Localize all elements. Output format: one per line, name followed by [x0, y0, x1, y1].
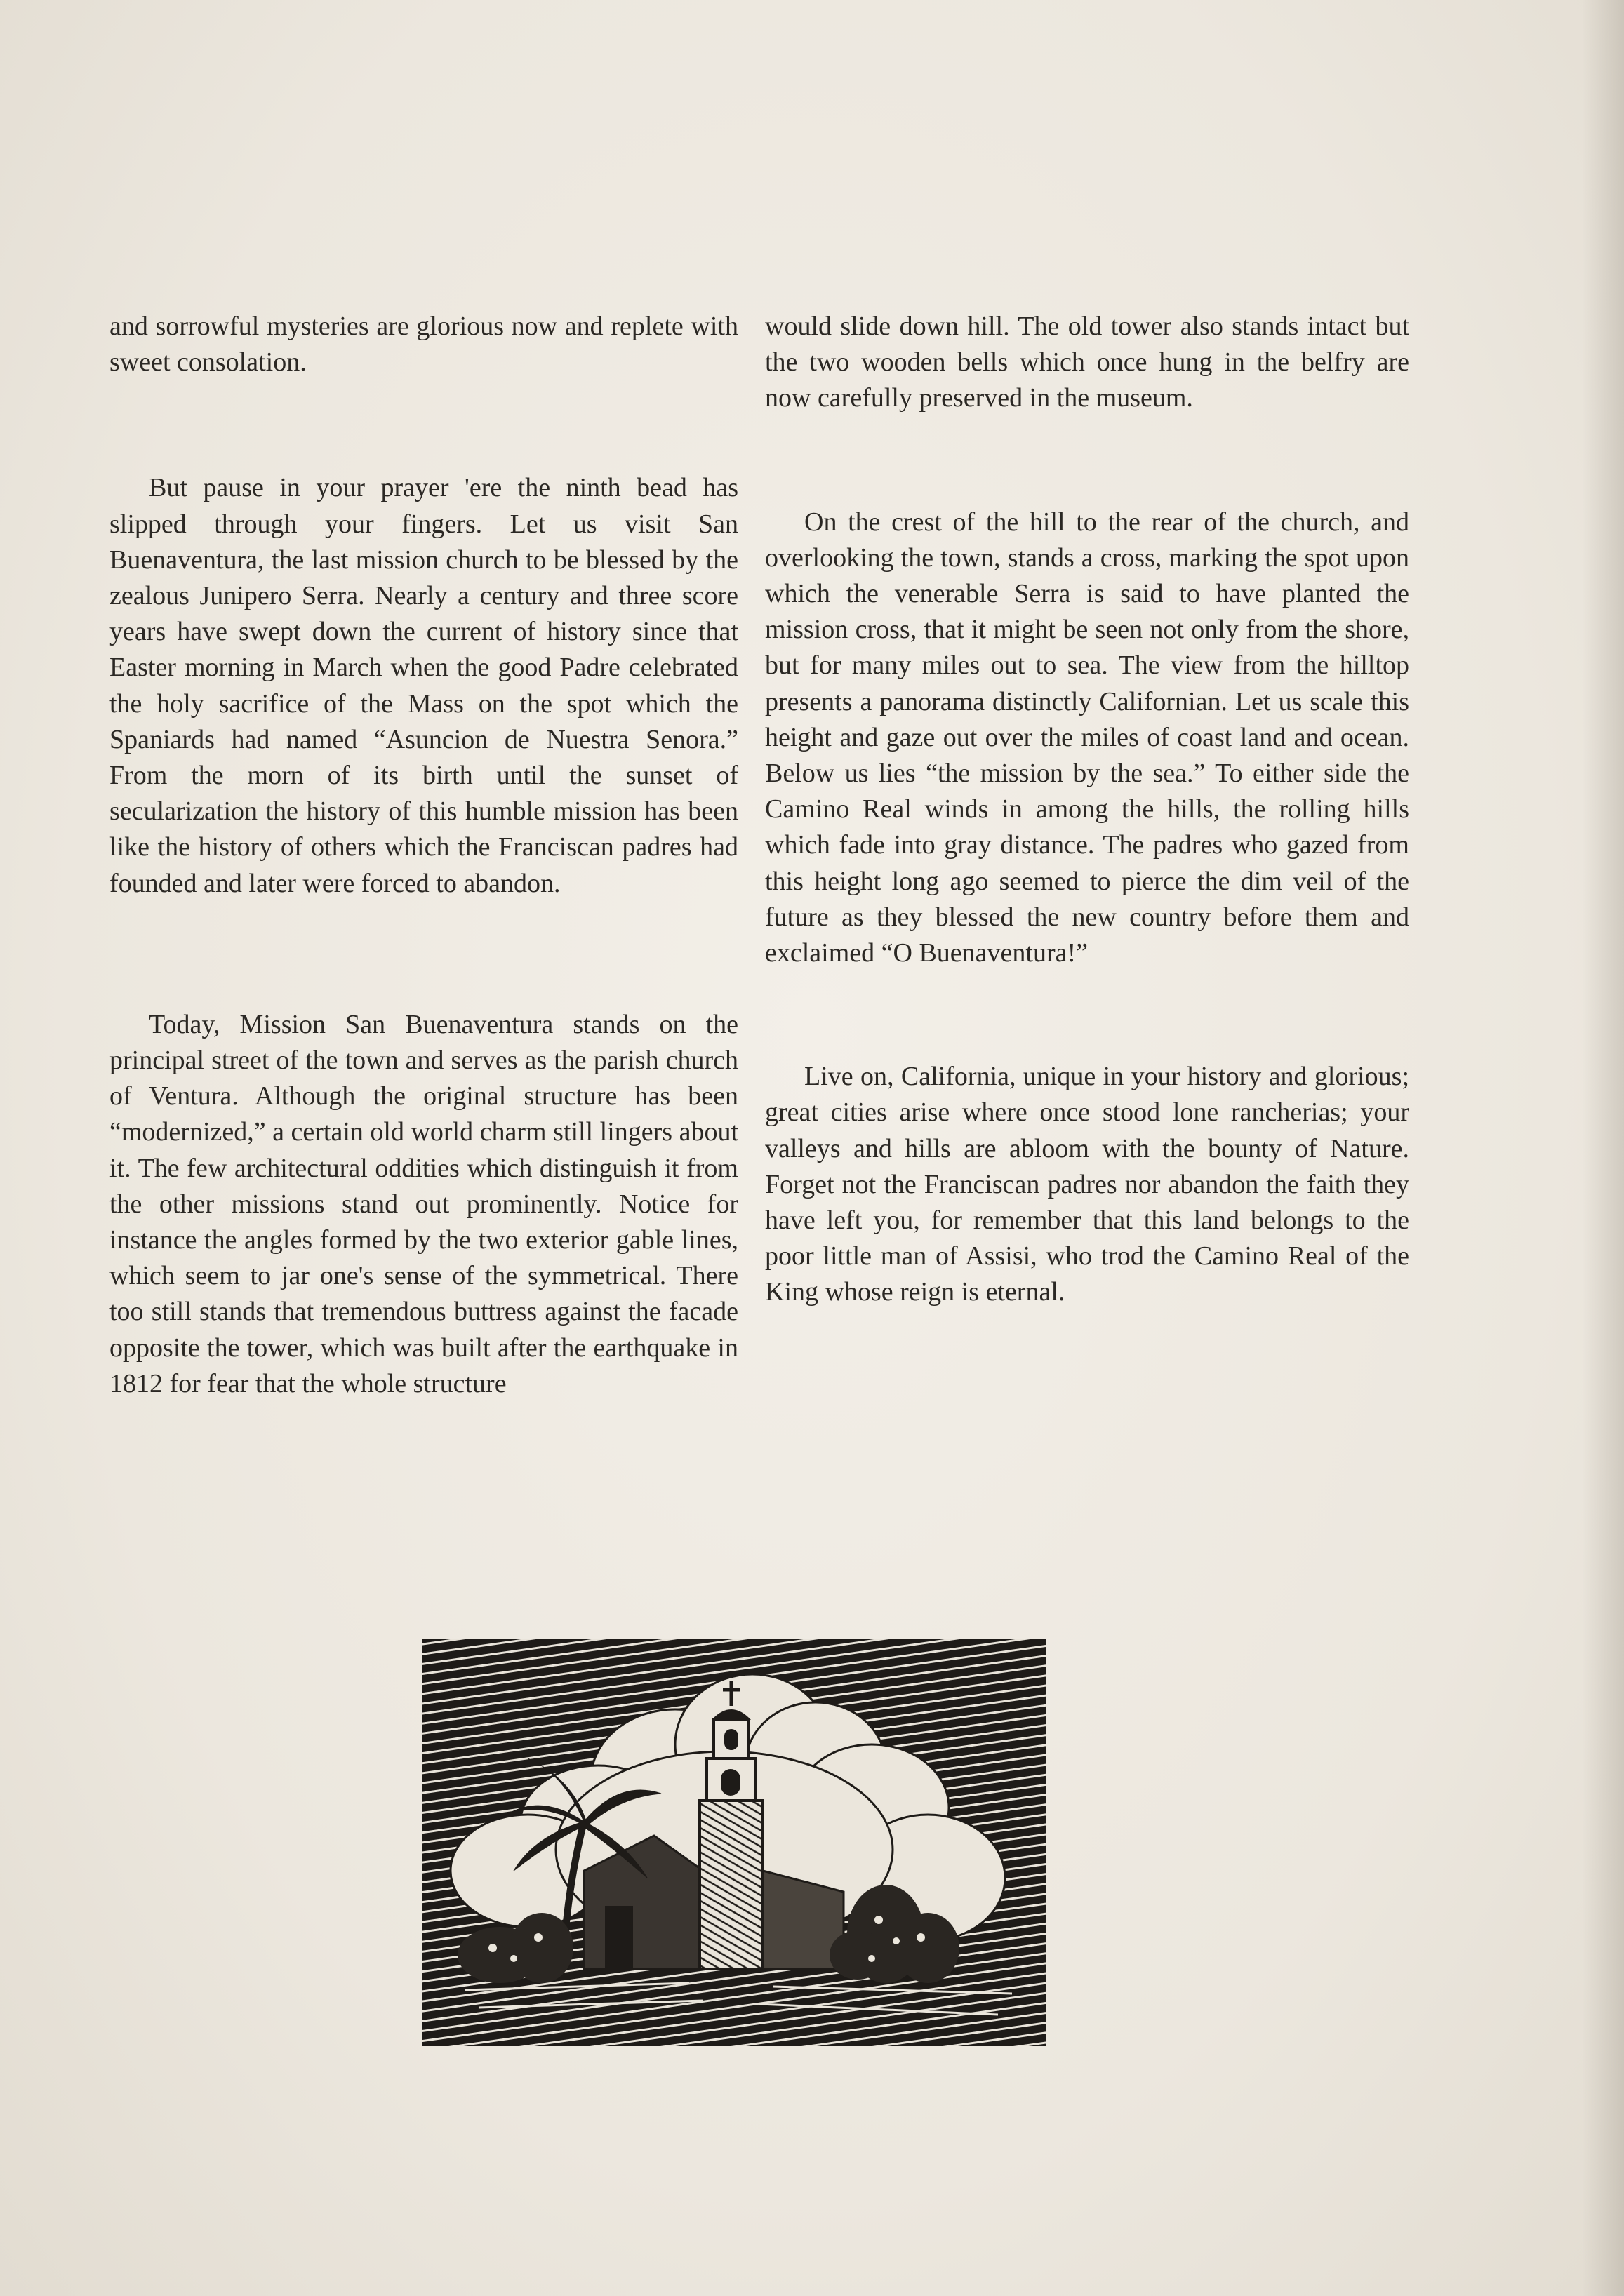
mission-woodcut-illustration [422, 1639, 1046, 2046]
paragraph-left-3: Today, Mission San Buenaventura stands on the principal street of the town and serves as the parish church of Ventura. Although the original structure has been “modernized,” a certain old world charm still lingers about it. The few architectural oddities which distinguish it from the other missions stand out prominently. Notice for instance the angles formed by the two exterior gable lines, which seem to jar one's sense of the symmetrical. There too still stands that tremendous buttress against the facade opposite the tower, which was built after the earthquake in 1812 for fear that the whole structure [109, 1009, 738, 1399]
right-column [765, 309, 1409, 1311]
paragraph-right-3: Live on, California, unique in your history and glorious; great cities arise where once stood lone rancherias; your valleys and hills are abloom with the bounty of Nature. Forget not the Franciscan padres nor abandon the faith they have left you, for remember that this land belongs to the poor little man of Assisi, who trod the Camino Real of the King whose reign is eternal. [765, 1062, 1409, 1307]
left-column [109, 309, 738, 1402]
paragraph-right-2: On the crest of the hill to the rear of the church, and overlooking the town, stands a cross, marking the spot upon which the venerable Serra is said to have planted the mission cross, that it might be seen not only from the shore, but for many miles out to sea. The view from the hilltop presents a panorama distinctly Californian. Let us scale this height and gaze out over the miles of coast land and ocean. Below us lies “the mission by the sea.” To either side the Camino Real winds in among the hills, the rolling hills which fade into gray distance. The padres who gazed from this height long ago seemed to pierce the dim veil of the future as they blessed the new country before them and exclaimed “O Buenaventura!” [765, 507, 1409, 968]
paragraph-right-1: would slide down hill. The old tower also stands intact but the two wooden bells which once hung in the belfry are now carefully preserved in the museum. [765, 312, 1409, 413]
page-edge-shadow [1582, 0, 1624, 2296]
paragraph-left-2: But pause in your prayer 'ere the ninth bead has slipped through your fingers. Let us visit San Buenaventura, the last mission church to be blessed by the zealous Junipero Serra. Nearly a century and three score years have swept down the current of history since that Easter morning in March when the good Padre celebrated the holy sacrifice of the Mass on the spot which the Spaniards had named “Asuncion de Nuestra Senora.” From the morn of its birth until the sunset of secularization the history of this humble mission has been like the history of others which the Franciscan padres had founded and later were forced to abandon. [109, 473, 738, 898]
paragraph-left-1: and sorrowful mysteries are glorious now and replete with sweet consolation. [109, 312, 738, 378]
